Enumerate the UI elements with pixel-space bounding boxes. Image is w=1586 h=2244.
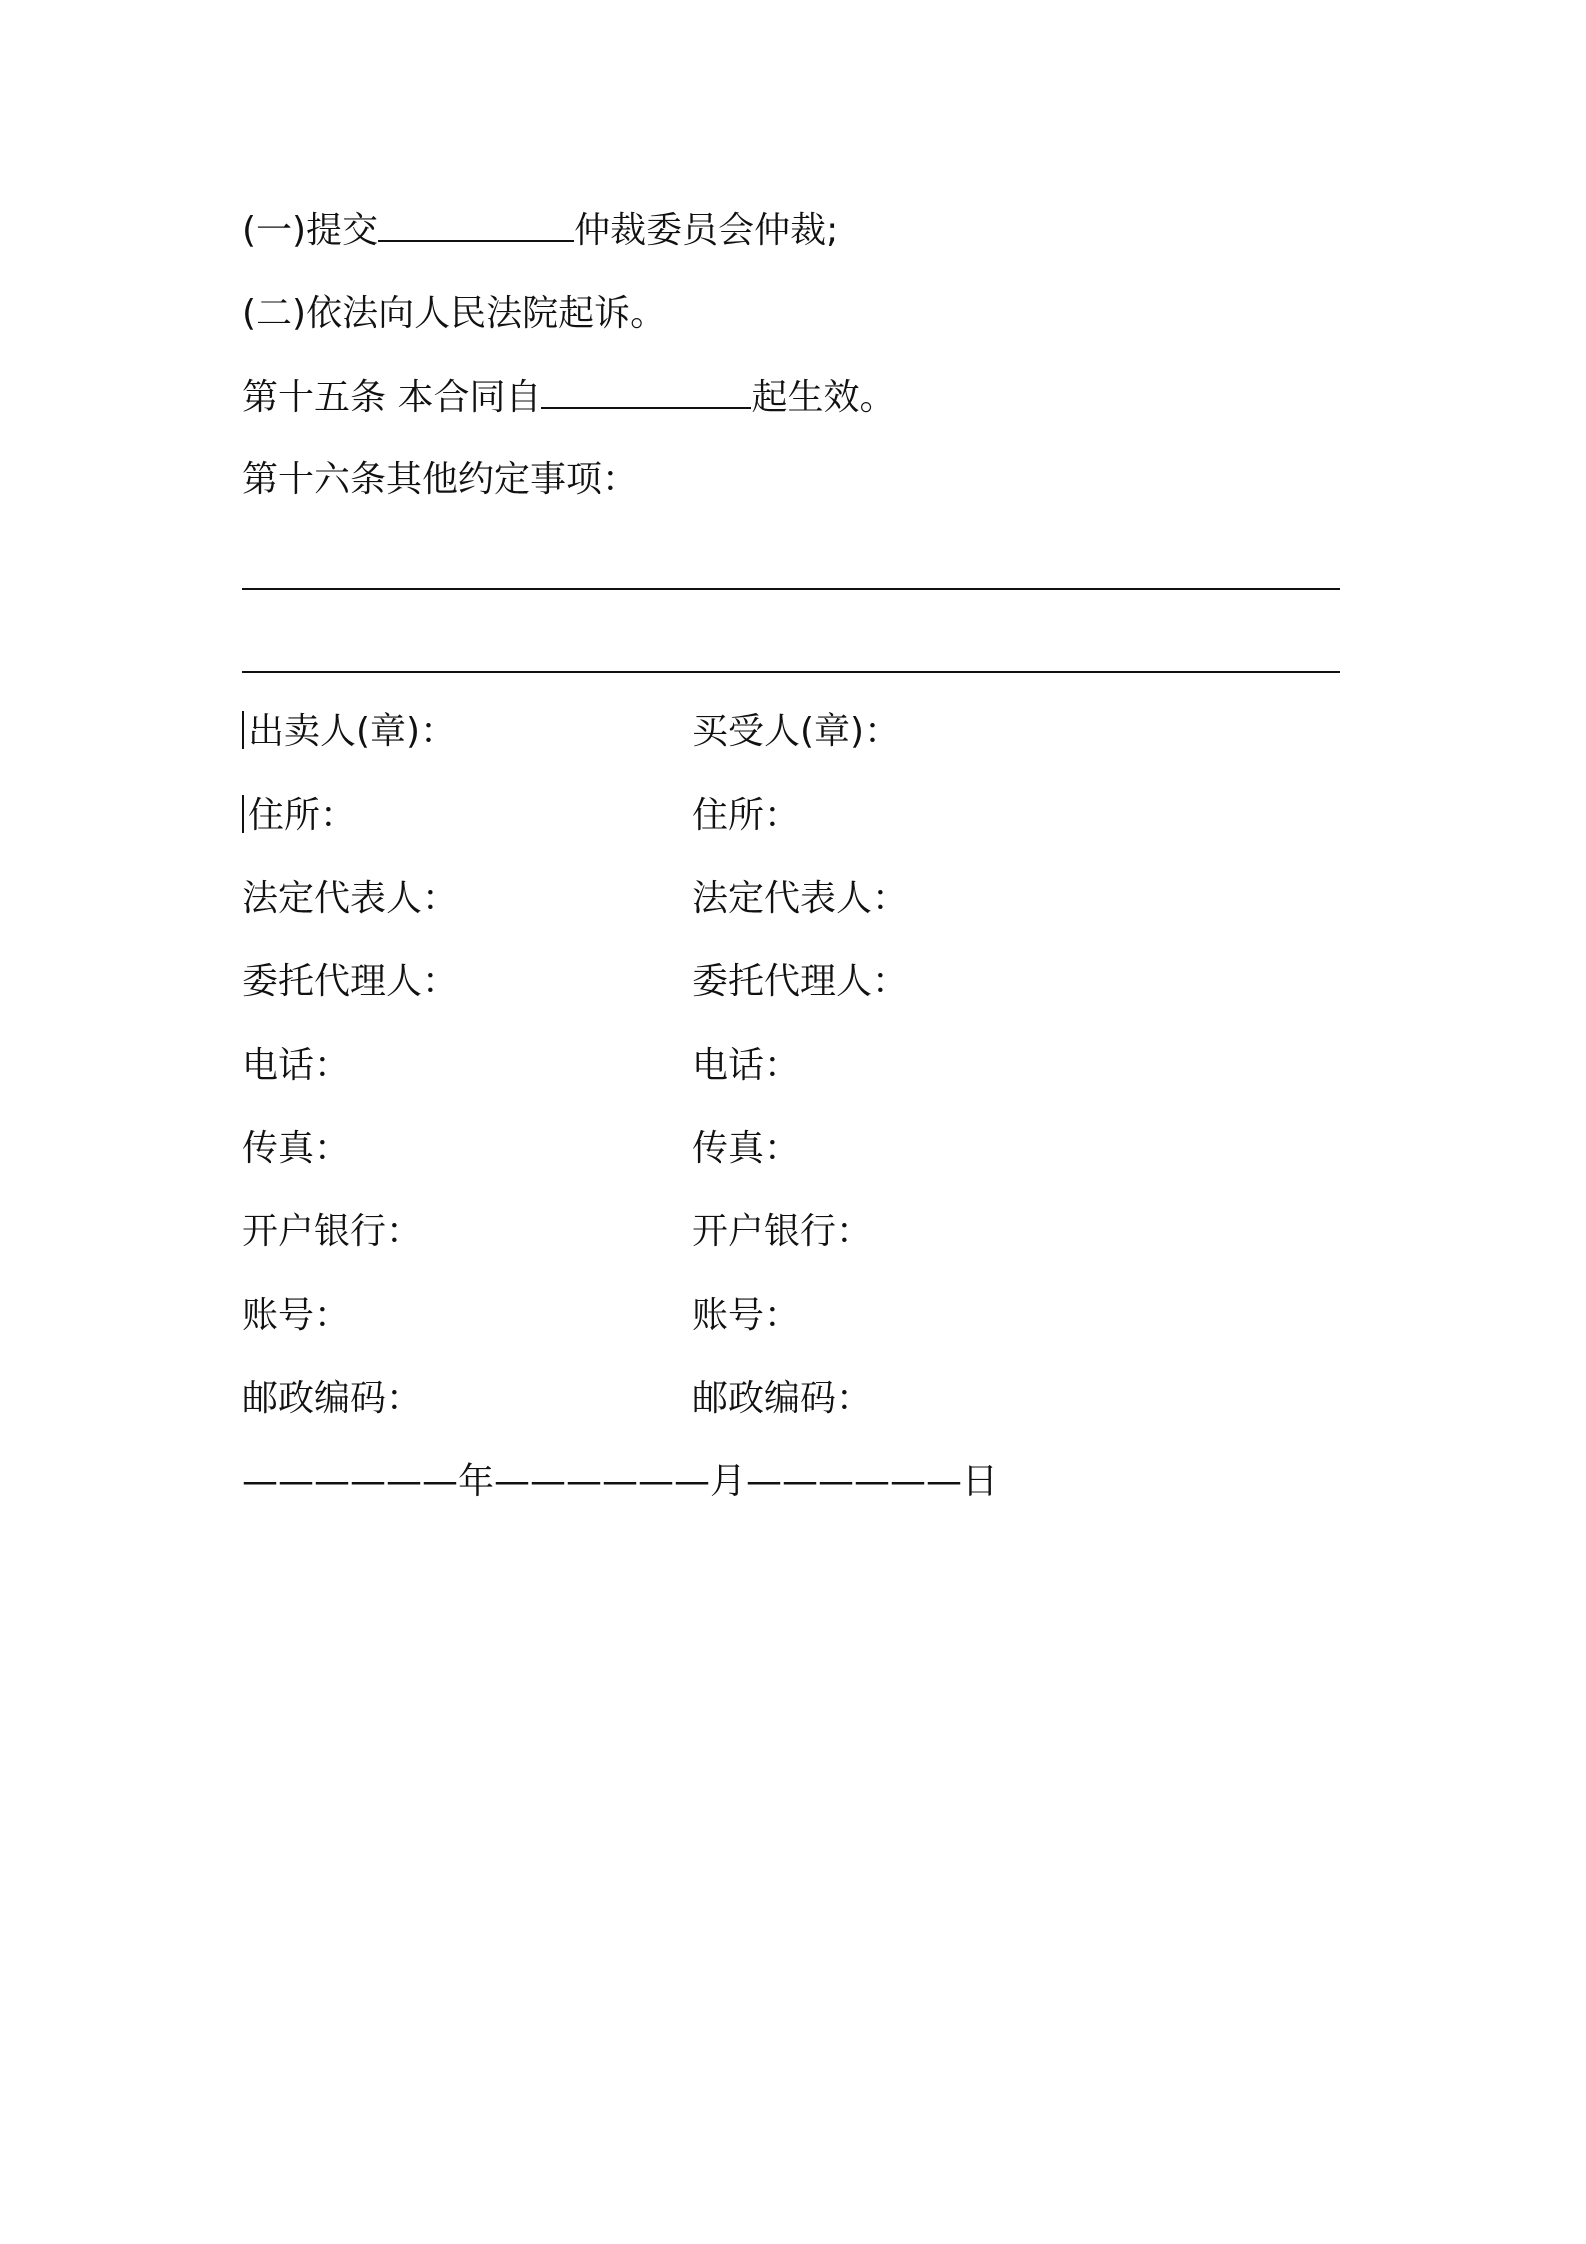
- seller-phone: 电话：: [242, 1045, 351, 1086]
- clause-litigation: (二)依法向人民法院起诉。: [242, 293, 667, 334]
- seller-bank: 开户银行：: [242, 1211, 423, 1252]
- buyer-account: 账号：: [692, 1295, 801, 1336]
- month-blank: ——————: [494, 1461, 711, 1502]
- clause-arbitration-prefix: (一)提交: [242, 210, 379, 251]
- year-label: 年: [458, 1461, 495, 1502]
- buyer-phone: 电话：: [692, 1045, 801, 1086]
- signing-date: [242, 1458, 998, 1506]
- day-blank: ——————: [746, 1461, 963, 1502]
- clause-effective-suffix: 起生效。: [751, 377, 896, 418]
- clause-other-matters: 第十六条其他约定事项：: [242, 459, 639, 500]
- buyer-fax: 传真：: [692, 1128, 801, 1169]
- seller-legal-rep: 法定代表人：: [242, 878, 459, 919]
- seller-agent: 委托代理人：: [242, 961, 459, 1002]
- cursor-bar: [242, 711, 244, 749]
- seller-address: [242, 792, 356, 840]
- other-matters-blank-line-1: [242, 588, 1340, 590]
- clause-arbitration-suffix: 仲裁委员会仲裁;: [574, 210, 839, 251]
- day-label: 日: [962, 1461, 999, 1502]
- buyer-label: 买受人(章)：: [692, 711, 901, 752]
- seller-address-text: 住所：: [248, 795, 357, 836]
- buyer-bank: 开户银行：: [692, 1211, 873, 1252]
- clause-arbitration: [242, 206, 838, 255]
- clause-effective: [242, 373, 895, 422]
- seller-label: [242, 708, 456, 756]
- buyer-postcode: 邮政编码：: [692, 1378, 873, 1419]
- arbitration-blank: [378, 206, 574, 242]
- cursor-bar: [242, 795, 244, 833]
- clause-effective-prefix: 第十五条 本合同自: [242, 377, 542, 418]
- buyer-legal-rep: 法定代表人：: [692, 878, 909, 919]
- seller-label-text: 出卖人(章)：: [248, 711, 457, 752]
- buyer-address: 住所：: [692, 795, 801, 836]
- seller-fax: 传真：: [242, 1128, 351, 1169]
- effective-date-blank: [541, 373, 751, 409]
- seller-account: 账号：: [242, 1295, 351, 1336]
- seller-postcode: 邮政编码：: [242, 1378, 423, 1419]
- buyer-agent: 委托代理人：: [692, 961, 909, 1002]
- month-label: 月: [710, 1461, 747, 1502]
- year-blank: ——————: [242, 1461, 458, 1502]
- other-matters-blank-line-2: [242, 671, 1340, 673]
